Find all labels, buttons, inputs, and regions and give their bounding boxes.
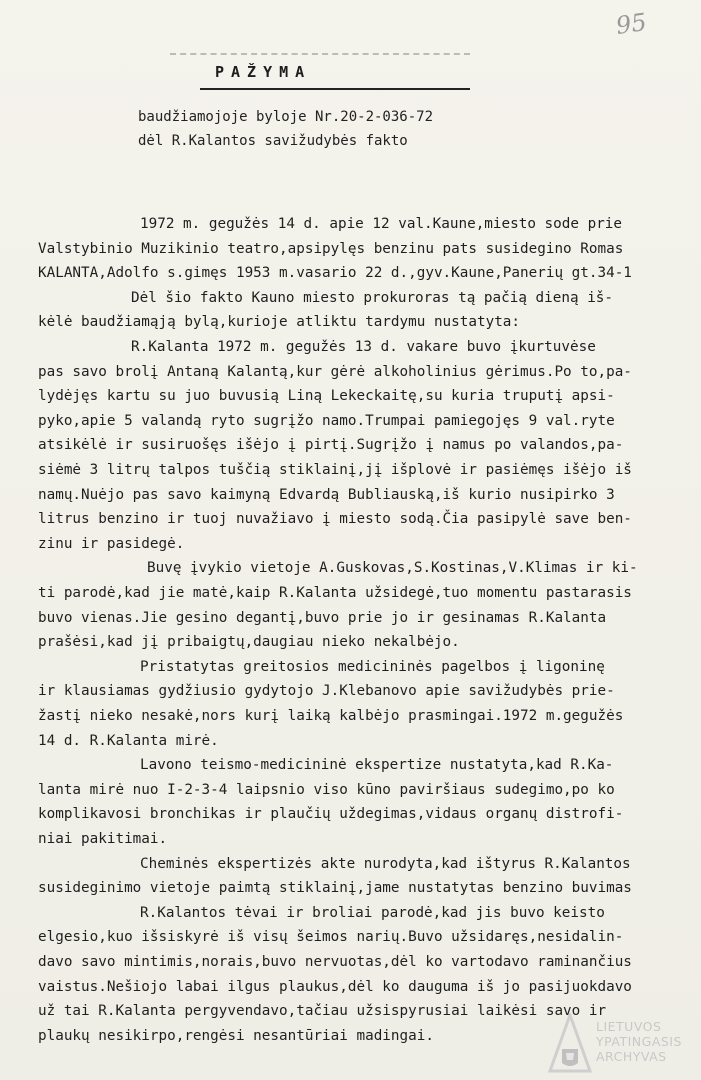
body-line: žastį nieko nesakė,nors kurį laiką kalbėjo prasmingai.1972 m.gegužės — [38, 708, 624, 724]
body-line: Buvę įvykio vietoje A.Guskovas,S.Kostinas,V.Klimas ir ki- — [147, 560, 638, 577]
body-line: komplikavosi bronchikas ir plaučių uždegimas,vidaus organų distrofi- — [38, 806, 624, 823]
body-line: Lavono teismo-medicininė ekspertize nustatyta,kad R.Ka- — [140, 757, 614, 774]
body-line: susideginimo vietoje paimtą stiklainį,jame nustatytas benzino buvimas — [38, 880, 632, 897]
archive-emblem-icon — [548, 1013, 592, 1073]
header-divider — [170, 53, 470, 55]
body-line: lydėjęs kartu su juo buvusią Liną Lekeckaitę,su kuria truputį apsi- — [38, 388, 615, 405]
body-line: pyko,apie 5 valandą ryto sugrįžo namo.Trumpai pamiegojęs 9 val.ryte — [38, 412, 615, 429]
body-line: 14 d. R.Kalanta mirė. — [38, 732, 219, 749]
watermark-line: YPATINGASIS — [596, 1034, 682, 1049]
body-line: kėlė baudžiamąją bylą,kurioje atliktu tardymu nustatyta: — [38, 314, 521, 331]
body-line: R.Kalantos tėvai ir broliai parodė,kad jis buvo keisto — [140, 904, 605, 921]
body-line: 1972 m. gegužės 14 d. apie 12 val.Kaune,miesto sode prie — [140, 216, 623, 232]
document-title: PAŽYMA — [215, 63, 312, 81]
archive-watermark — [596, 1019, 701, 1064]
body-line: ir klausiamas gydžiusio gydytojo J.Klebanovo apie savižudybės prie- — [38, 683, 615, 700]
body-line: niai pakitimai. — [38, 831, 168, 847]
body-line: Pristatytas greitosios medicininės pagelbos į ligoninę — [140, 658, 605, 675]
body-line: vaistus.Nešiojo labai ilgus plaukus,dėl ko dauguma iš jo pasijuokdavo — [38, 978, 632, 995]
body-line: zinu ir pasidegė. — [38, 535, 185, 552]
body-line: davo savo mintimis,norais,buvo nervuotas,dėl ko vartodavo raminančius — [38, 954, 632, 970]
body-line: už tai R.Kalanta pergyvendavo,tačiau užsispyrusiai laikėsi savo ir — [38, 1003, 607, 1020]
body-line: R.Kalanta 1972 m. gegužės 13 d. vakare buvo įkurtuvėse — [131, 339, 596, 355]
body-line: pas savo brolį Antaną Kalantą,kur gėrė alkoholinius gėrimus.Po to,pa- — [38, 363, 632, 380]
body-line: Valstybinio Muzikinio teatro,apsipylęs benzinu pats susidegino Romas — [38, 240, 624, 257]
body-line: atsikėlė ir susiruošęs išėjo į pirtį.Sugrįžo į namus po valandos,pa- — [38, 437, 624, 454]
body-line: prašėsi,kad jį pribaigtų,daugiau nieko nekalbėjo. — [38, 634, 460, 651]
body-line: elgesio,kuo išsiskyrė iš visų šeimos narių.Buvo užsidaręs,nesidalin- — [38, 929, 624, 946]
subtitle-subject: dėl R.Kalantos savižudybės fakto — [138, 133, 408, 149]
body-line: namų.Nuėjo pas savo kaimyną Edvardą Bubliauską,iš kurio nusipirko 3 — [38, 486, 615, 503]
body-line: KALANTA,Adolfo s.gimęs 1953 m.vasario 22 d.,gyv.Kaune,Panerių gt.34-1 — [38, 265, 632, 282]
body-line: ti parodė,kad jie matė,kaip R.Kalanta užsidegė,tuo momentu pastarasis — [38, 585, 632, 601]
page-number: 95 — [614, 8, 649, 40]
body-line: Cheminės ekspertizės akte nurodyta,kad ištyrus R.Kalantos — [140, 855, 631, 872]
body-line: siėmė 3 litrų talpos tuščią stiklainį,jį išplovė ir pasiėmęs išėjo iš — [38, 462, 632, 478]
watermark-line: ARCHYVAS — [596, 1049, 667, 1064]
body-line: litrus benzino ir tuoj nuvažiavo į miesto sodą.Čia pasipylė save ben- — [38, 511, 632, 528]
watermark-line: LIETUVOS — [596, 1019, 662, 1034]
title-underline — [200, 88, 470, 90]
body-line: lanta mirė nuo I-2-3-4 laipsnio viso kūno paviršiaus sudegimo,po ko — [38, 781, 615, 798]
subtitle-case-number: baudžiamojoje byloje Nr.20-2-036-72 — [138, 109, 434, 125]
body-line: plaukų nesikirpo,rengėsi nesantūriai madingai. — [38, 1027, 434, 1044]
body-line: buvo vienas.Jie gesino degantį,buvo prie jo ir gesinamas R.Kalanta — [38, 609, 607, 626]
body-line: Dėl šio fakto Kauno miesto prokuroras tą pačią dieną iš- — [131, 289, 614, 306]
